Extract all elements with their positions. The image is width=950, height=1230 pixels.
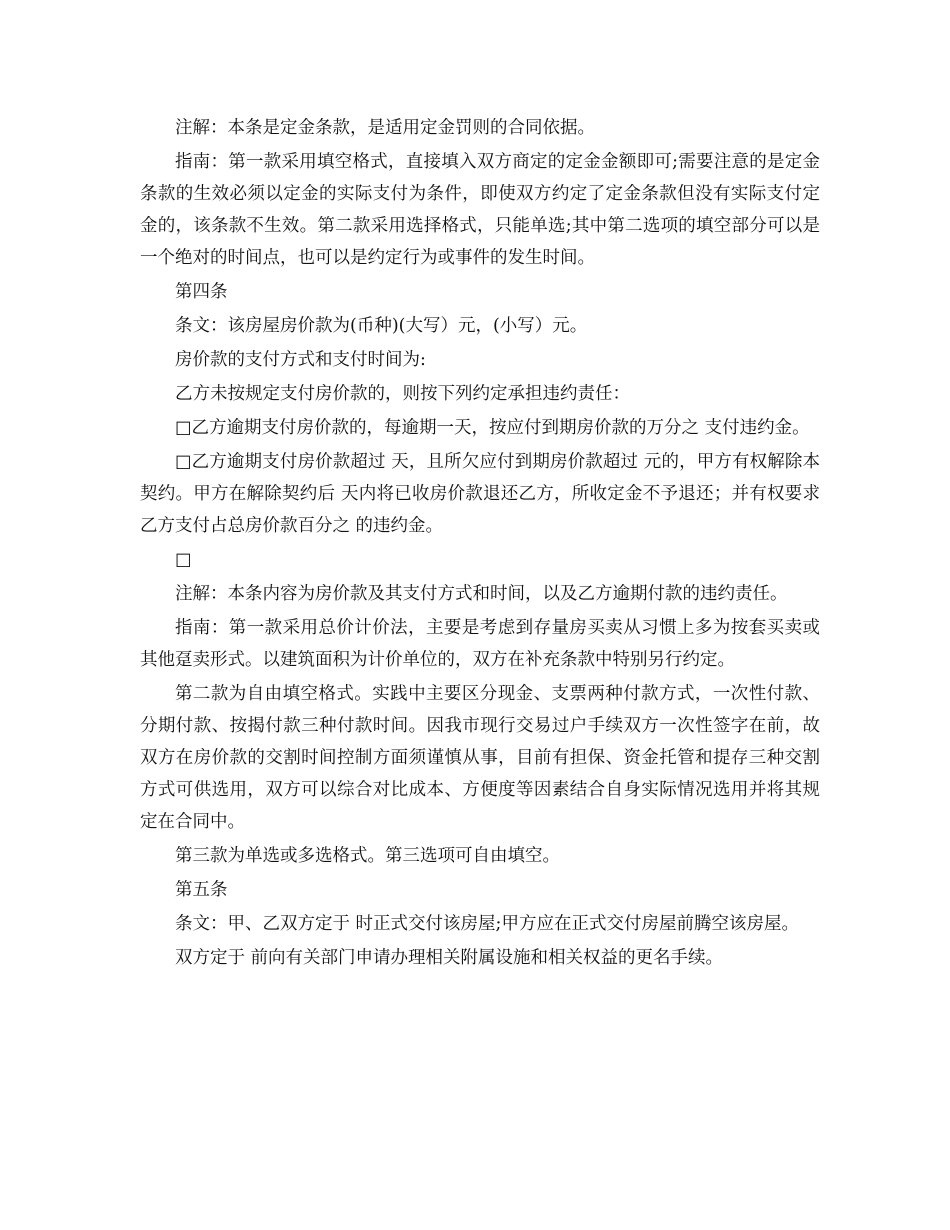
payment-method-paragraph: 房价款的支付方式和支付时间为: [175, 350, 426, 370]
annotation-paragraph-2: 注解：本条内容为房价款及其支付方式和时间，以及乙方逾期付款的违约责任。 [175, 584, 788, 604]
article-heading-4: 第四条 [175, 282, 228, 302]
checkbox-option-1: □乙方逾期支付房价款的，每逾期一天，按应付到期房价款的万分之 支付违约金。 [175, 418, 810, 438]
annotation-paragraph: 注解：本条是定金条款，是适用定金罚则的合同依据。 [175, 118, 595, 138]
guide-paragraph: 指南：第一款采用填空格式，直接填入双方商定的定金金额即可;需要注意的是定金条款的生效必须以定金的实际支付为条件，即使双方约定了定金条款但没有实际支付定金的，该条款不生效。第二款采用选择格式，只能单选;其中第二选项的填空部分可以是一个绝对的时间点，也可以是约定行为或事件的发生时间。 [140, 152, 820, 268]
second-clause-paragraph: 第二款为自由填空格式。实践中主要区分现金、支票两种付款方式，一次性付款、分期付款、按揭付款三种付款时间。因我市现行交易过户手续双方一次性签字在前，故双方在房价款的交割时间控制方面须谨慎从事，目前有担保、资金托管和提存三种交割方式可供选用，双方可以综合对比成本、方便度等因素结合自身实际情况选用并将其规定在合同中。 [140, 684, 820, 832]
clause-text-delivery: 条文：甲、乙双方定于 时正式交付该房屋;甲方应在正式交付房屋前腾空该房屋。 [175, 914, 799, 934]
clause-text-price: 条文：该房屋房价款为(币种)(大写）元，(小写）元。 [175, 316, 588, 336]
rename-procedure-paragraph: 双方定于 前向有关部门申请办理相关附属设施和相关权益的更名手续。 [175, 948, 724, 968]
breach-intro-paragraph: 乙方未按规定支付房价款的，则按下列约定承担违约责任： [175, 384, 630, 404]
guide-paragraph-2: 指南：第一款采用总价计价法，主要是考虑到存量房买卖从习惯上多为按套买卖或其他趸卖形式。以建筑面积为计价单位的，双方在补充条款中特别另行约定。 [140, 618, 820, 670]
checkbox-option-2: □乙方逾期支付房价款超过 天，且所欠应付到期房价款超过 元的，甲方有权解除本契约。甲方在解除契约后 天内将已收房价款退还乙方，所收定金不予退还；并有权要求乙方支付占总房价款百分之 的违约金。 [140, 452, 820, 536]
article-heading-5: 第五条 [175, 880, 228, 900]
document-page [140, 112, 820, 976]
checkbox-option-3: □ [175, 550, 192, 570]
third-clause-paragraph: 第三款为单选或多选格式。第三选项可自由填空。 [175, 846, 560, 866]
